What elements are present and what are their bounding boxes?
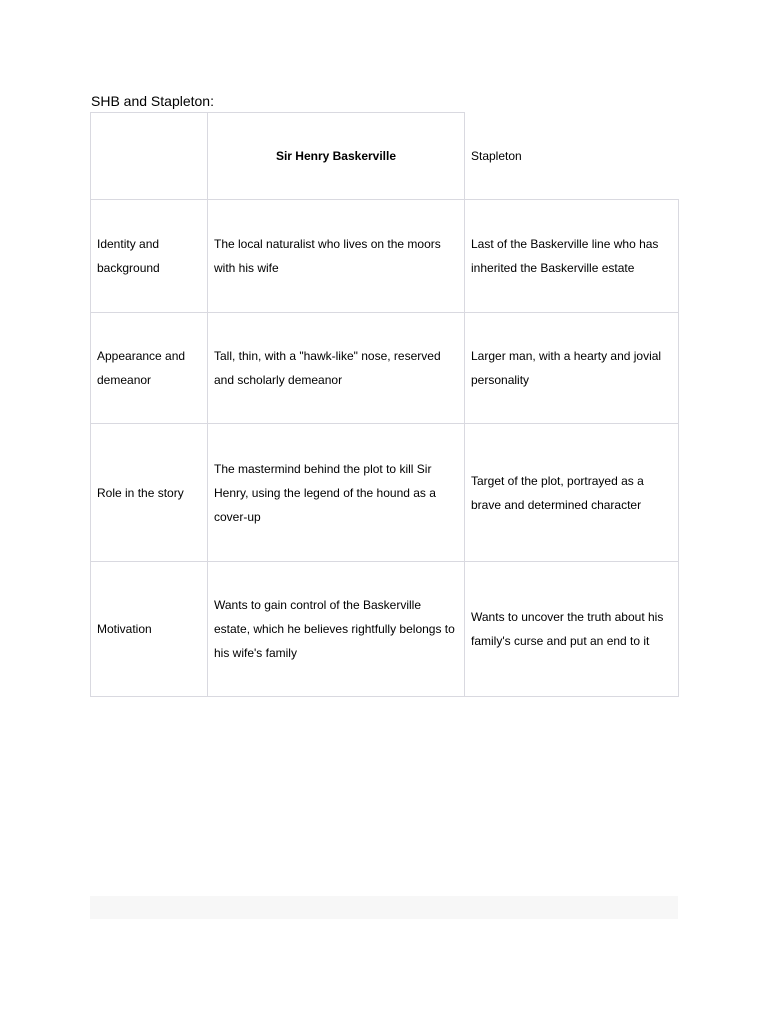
- table-row-label-identity: [90, 199, 208, 313]
- footer-band: [90, 896, 678, 919]
- table-header-cell-stapleton: [464, 112, 679, 200]
- table-header-label-sir-henry: Sir Henry Baskerville: [275, 149, 397, 163]
- table-cell-motivation-sir-henry: [207, 561, 465, 697]
- cell-text: Wants to gain control of the Baskerville estate, which he believes rightfully belongs to his wife's family: [214, 598, 455, 660]
- table-row-label-motivation: [90, 561, 208, 697]
- table-cell-appearance-sir-henry: [207, 312, 465, 424]
- row-label-text: Identity and background: [97, 237, 160, 275]
- row-label-text: Motivation: [97, 622, 152, 636]
- cell-text: Last of the Baskerville line who has inherited the Baskerville estate: [471, 237, 659, 275]
- cell-text: Tall, thin, with a "hawk-like" nose, reserved and scholarly demeanor: [214, 349, 441, 387]
- table-cell-identity-sir-henry: [207, 199, 465, 313]
- cell-text: The local naturalist who lives on the moors with his wife: [214, 237, 441, 275]
- table-row-label-appearance: [90, 312, 208, 424]
- table-header-label-stapleton: Stapleton: [471, 149, 522, 163]
- cell-text: Larger man, with a hearty and jovial personality: [471, 349, 662, 387]
- table-header-cell-sir-henry: [207, 112, 465, 200]
- table-cell-appearance-stapleton: [464, 312, 679, 424]
- row-label-text: Role in the story: [97, 485, 184, 500]
- table-cell-role-stapleton: [464, 423, 679, 562]
- table-cell-identity-stapleton: [464, 199, 679, 313]
- table-header-corner-cell: [90, 112, 208, 200]
- table-cell-role-sir-henry: [207, 423, 465, 562]
- table-cell-motivation-stapleton: [464, 561, 679, 697]
- row-label-text: Appearance and demeanor: [97, 349, 186, 387]
- document-heading: SHB and Stapleton:: [91, 93, 214, 109]
- table-row-label-role: [90, 423, 208, 562]
- cell-text: Wants to uncover the truth about his family's curse and put an end to it: [471, 610, 664, 648]
- cell-text: Target of the plot, portrayed as a brave and determined character: [471, 473, 644, 512]
- cell-text: The mastermind behind the plot to kill Sir Henry, using the legend of the hound as a cover-up: [214, 461, 436, 524]
